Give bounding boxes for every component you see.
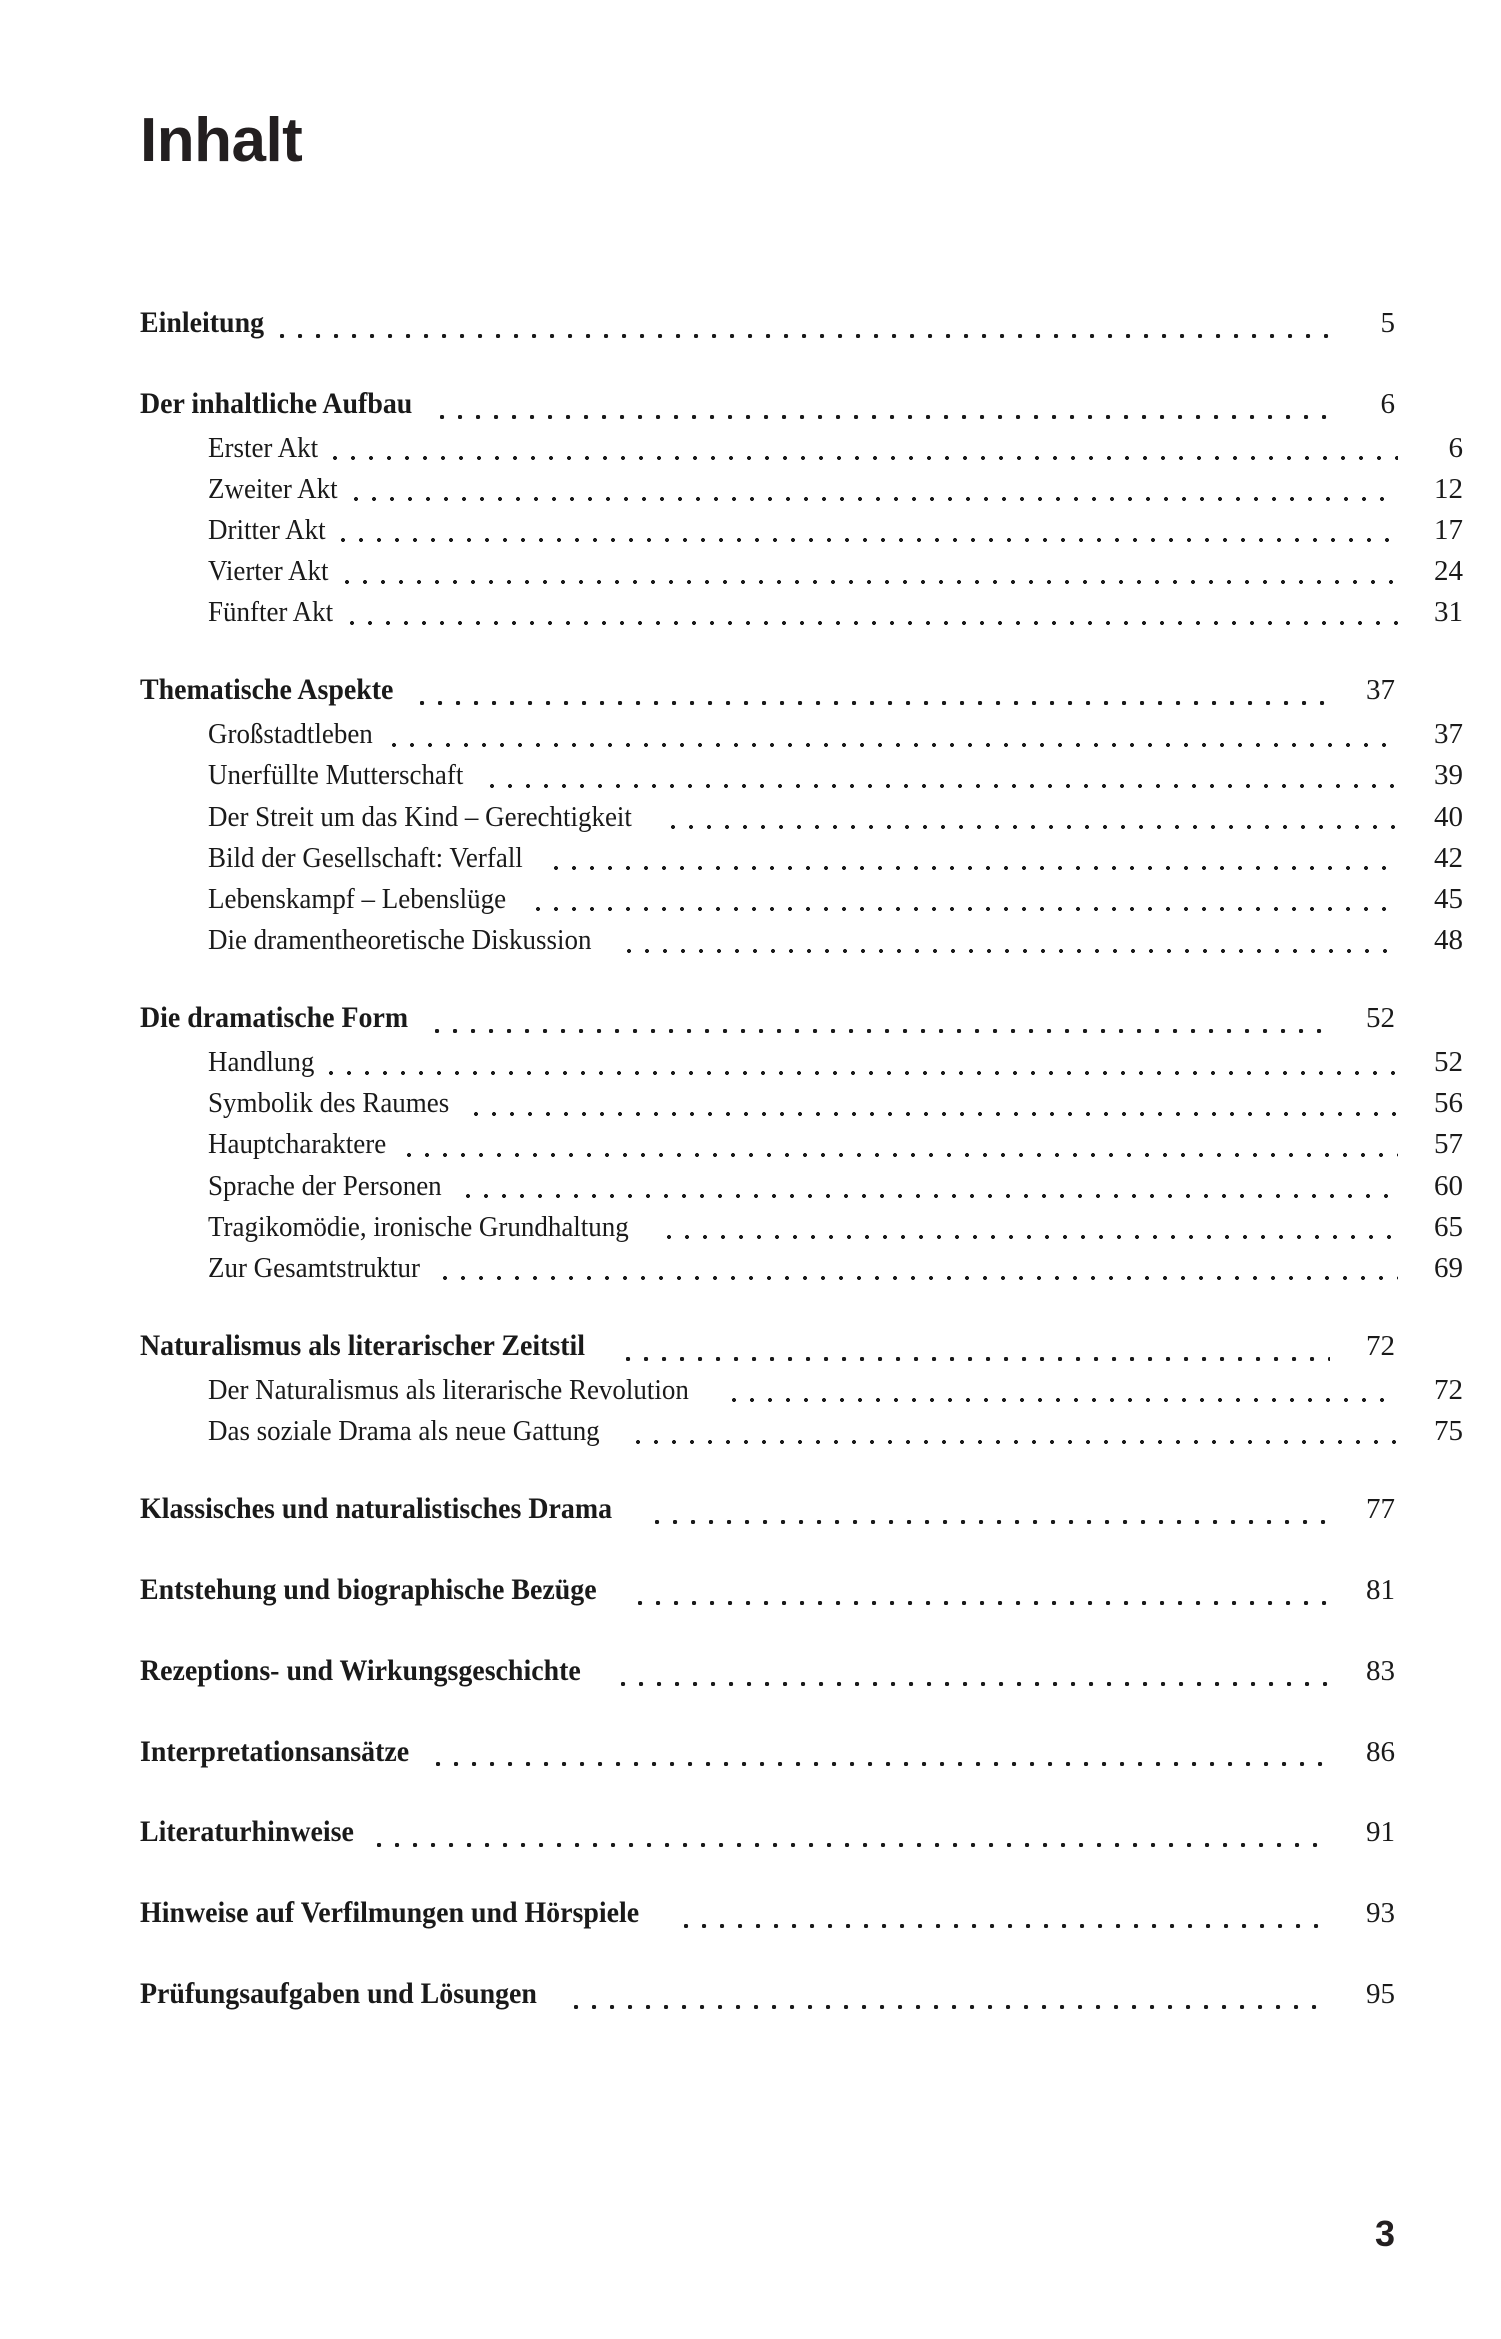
toc-entry-label: Lebenskampf – Lebenslüge	[208, 882, 507, 915]
toc-entry-subsection[interactable]	[140, 1370, 1463, 1411]
toc-dot-leader	[420, 684, 1331, 714]
toc-entry-page-number: 39	[1434, 759, 1463, 792]
toc-entry-subsection[interactable]	[140, 428, 1463, 469]
toc-dot-leader	[377, 1826, 1330, 1856]
toc-group	[140, 995, 1463, 1289]
page-title: Inhalt	[140, 106, 303, 175]
toc-entry-label: Der Naturalismus als literarische Revolution	[208, 1373, 689, 1406]
toc-entry-page-number: 56	[1434, 1087, 1463, 1120]
toc-dot-leader	[333, 440, 1398, 469]
toc-dot-leader	[280, 317, 1330, 347]
toc-entry-label: Literaturhinweise	[140, 1815, 354, 1849]
toc-group	[140, 300, 1395, 347]
toc-entry-page-number: 6	[1448, 431, 1463, 464]
toc-entry-page-number: 93	[1366, 1897, 1395, 1930]
toc-dot-leader	[636, 1423, 1398, 1452]
toc-group	[140, 1971, 1395, 2018]
toc-dot-leader	[536, 891, 1398, 920]
toc-entry-page-number: 72	[1434, 1373, 1463, 1406]
toc-entry-page-number: 75	[1434, 1415, 1463, 1448]
toc-entry-label: Vierter Akt	[208, 555, 329, 588]
toc-entry-label: Zweiter Akt	[208, 472, 338, 505]
toc-entry-label: Naturalismus als literarischer Zeitstil	[140, 1329, 586, 1363]
toc-dot-leader	[436, 1745, 1330, 1775]
toc-entry-subsection[interactable]	[140, 592, 1463, 633]
toc-entry-page-number: 24	[1434, 555, 1463, 588]
toc-entry-page-number: 83	[1366, 1654, 1395, 1687]
toc-dot-leader	[345, 563, 1398, 592]
toc-entry-page-number: 31	[1434, 596, 1463, 629]
toc-entry-label: Rezeptions- und Wirkungsgeschichte	[140, 1653, 581, 1687]
toc-group	[140, 381, 1463, 634]
toc-dot-leader	[407, 1137, 1398, 1166]
toc-entry-subsection[interactable]	[140, 1083, 1463, 1124]
toc-dot-leader	[638, 1584, 1330, 1614]
toc-entry-section[interactable]	[140, 1890, 1395, 1937]
toc-entry-label: Sprache der Personen	[208, 1169, 442, 1202]
toc-entry-label: Zur Gesamtstruktur	[208, 1251, 420, 1284]
toc-entry-subsection[interactable]	[140, 879, 1463, 920]
toc-entry-page-number: 12	[1434, 472, 1463, 505]
toc-dot-leader	[554, 850, 1399, 879]
toc-group	[140, 1486, 1395, 1533]
toc-entry-section[interactable]	[140, 1809, 1395, 1856]
toc-entry-label: Erster Akt	[208, 431, 319, 464]
toc-entry-label: Interpretationsansätze	[140, 1734, 410, 1768]
toc-entry-label: Unerfüllte Mutterschaft	[208, 759, 464, 792]
toc-dot-leader	[329, 1054, 1398, 1083]
toc-entry-label: Dritter Akt	[208, 513, 326, 546]
toc-dot-leader	[574, 1988, 1330, 2018]
toc-dot-leader	[671, 809, 1398, 838]
toc-dot-leader	[626, 1340, 1330, 1370]
toc-entry-section[interactable]	[140, 1486, 1395, 1533]
toc-entry-label: Das soziale Drama als neue Gattung	[208, 1415, 600, 1448]
toc-entry-section[interactable]	[140, 1729, 1395, 1776]
toc-entry-subsection[interactable]	[140, 714, 1463, 755]
toc-entry-page-number: 37	[1434, 718, 1463, 751]
toc-entry-label: Der inhaltliche Aufbau	[140, 386, 413, 420]
toc-entry-page-number: 95	[1366, 1978, 1395, 2011]
toc-entry-label: Der Streit um das Kind – Gerechtigkeit	[208, 800, 632, 833]
toc-entry-subsection[interactable]	[140, 1042, 1463, 1083]
toc-entry-label: Hauptcharaktere	[208, 1128, 387, 1161]
toc-group	[140, 1648, 1395, 1695]
toc-group	[140, 1729, 1395, 1776]
table-of-contents	[140, 300, 1463, 2018]
toc-entry-label: Prüfungsaufgaben und Lösungen	[140, 1977, 537, 2011]
toc-dot-leader	[350, 604, 1398, 633]
toc-entry-page-number: 42	[1434, 841, 1463, 874]
toc-entry-subsection[interactable]	[140, 1207, 1463, 1248]
toc-entry-page-number: 37	[1366, 674, 1395, 707]
toc-entry-page-number: 40	[1434, 800, 1463, 833]
toc-entry-label: Die dramatische Form	[140, 1001, 409, 1035]
toc-entry-subsection[interactable]	[140, 510, 1463, 551]
toc-entry-page-number: 45	[1434, 882, 1463, 915]
toc-group	[140, 1890, 1395, 1937]
toc-dot-leader	[435, 1012, 1330, 1042]
toc-entry-section[interactable]	[140, 381, 1395, 428]
toc-entry-label: Einleitung	[140, 306, 265, 339]
toc-dot-leader	[474, 1095, 1398, 1124]
toc-dot-leader	[655, 1503, 1330, 1533]
toc-entry-page-number: 52	[1366, 1002, 1395, 1035]
toc-entry-page-number: 60	[1434, 1169, 1463, 1202]
toc-entry-page-number: 72	[1366, 1330, 1395, 1363]
toc-entry-page-number: 69	[1434, 1251, 1463, 1284]
toc-entry-section[interactable]	[140, 667, 1395, 714]
toc-dot-leader	[341, 522, 1398, 551]
toc-entry-label: Großstadtleben	[208, 718, 373, 751]
toc-dot-leader	[466, 1178, 1398, 1207]
toc-entry-section[interactable]	[140, 300, 1395, 347]
toc-entry-page-number: 81	[1366, 1574, 1395, 1607]
toc-entry-subsection[interactable]	[140, 469, 1463, 510]
toc-entry-page-number: 91	[1366, 1816, 1395, 1849]
toc-group	[140, 1567, 1395, 1614]
toc-dot-leader	[627, 932, 1398, 961]
toc-entry-subsection[interactable]	[140, 797, 1463, 838]
toc-entry-page-number: 6	[1380, 387, 1395, 420]
toc-entry-section[interactable]	[140, 995, 1395, 1042]
toc-dot-leader	[440, 398, 1330, 428]
toc-entry-page-number: 48	[1434, 924, 1463, 957]
toc-entry-label: Symbolik des Raumes	[208, 1087, 450, 1120]
toc-dot-leader	[667, 1219, 1398, 1248]
toc-entry-label: Die dramentheoretische Diskussion	[208, 924, 592, 957]
toc-entry-subsection[interactable]	[140, 1124, 1463, 1165]
toc-entry-page-number: 86	[1366, 1735, 1395, 1768]
toc-entry-label: Hinweise auf Verfilmungen und Hörspiele	[140, 1896, 640, 1930]
toc-entry-subsection[interactable]	[140, 1166, 1463, 1207]
toc-entry-section[interactable]	[140, 1971, 1395, 2018]
toc-entry-subsection[interactable]	[140, 1411, 1463, 1452]
toc-dot-leader	[621, 1665, 1330, 1695]
toc-entry-label: Klassisches und naturalistisches Drama	[140, 1492, 613, 1526]
toc-entry-label: Handlung	[208, 1046, 315, 1079]
folio-page-number: 3	[1374, 2213, 1395, 2254]
toc-dot-leader	[392, 726, 1398, 755]
toc-entry-subsection[interactable]	[140, 920, 1463, 961]
toc-entry-page-number: 52	[1434, 1046, 1463, 1079]
toc-dot-leader	[443, 1260, 1398, 1289]
toc-entry-subsection[interactable]	[140, 838, 1463, 879]
toc-entry-label: Entstehung und biographische Bezüge	[140, 1573, 597, 1607]
toc-group	[140, 1809, 1395, 1856]
toc-entry-page-number: 65	[1434, 1210, 1463, 1243]
toc-dot-leader	[490, 768, 1398, 797]
toc-group	[140, 667, 1463, 961]
toc-entry-page-number: 17	[1434, 513, 1463, 546]
toc-entry-page-number: 77	[1366, 1493, 1395, 1526]
toc-entry-page-number: 5	[1380, 307, 1395, 339]
toc-entry-section[interactable]	[140, 1323, 1395, 1370]
toc-entry-section[interactable]	[140, 1567, 1395, 1614]
toc-entry-label: Bild der Gesellschaft: Verfall	[208, 841, 523, 874]
toc-entry-label: Thematische Aspekte	[140, 673, 394, 707]
toc-dot-leader	[684, 1907, 1330, 1937]
toc-dot-leader	[732, 1382, 1398, 1411]
toc-entry-page-number: 57	[1434, 1128, 1463, 1161]
toc-entry-label: Fünfter Akt	[208, 596, 334, 629]
toc-entry-subsection[interactable]	[140, 755, 1463, 796]
toc-dot-leader	[354, 481, 1398, 510]
toc-entry-subsection[interactable]	[140, 1248, 1463, 1289]
toc-entry-subsection[interactable]	[140, 551, 1463, 592]
toc-entry-section[interactable]	[140, 1648, 1395, 1695]
toc-group	[140, 1323, 1463, 1452]
toc-entry-label: Tragikomödie, ironische Grundhaltung	[208, 1210, 629, 1243]
